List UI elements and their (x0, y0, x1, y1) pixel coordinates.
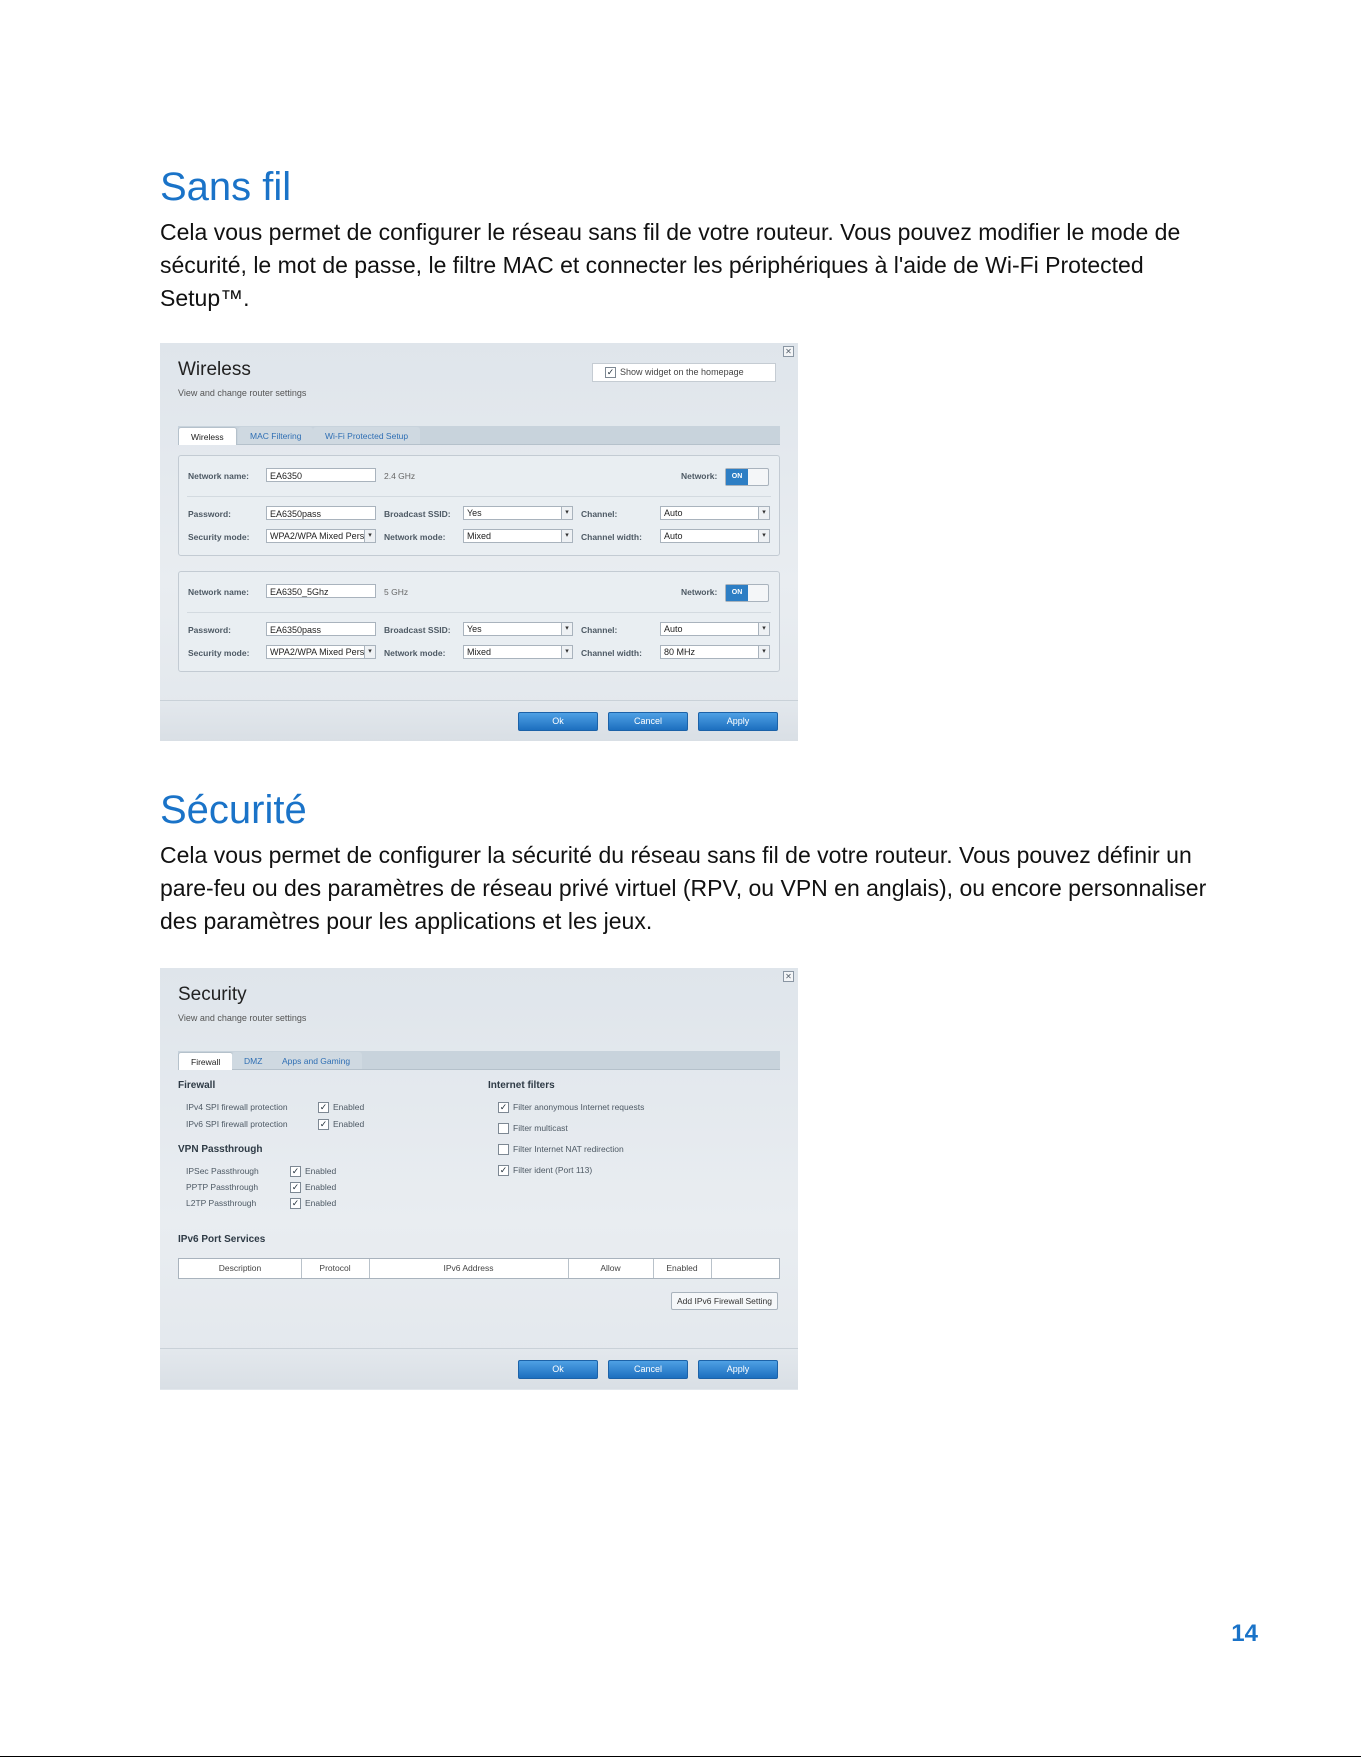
checkbox-checked-icon[interactable]: ✓ (319, 1119, 328, 1130)
channel-width-value: Auto (664, 531, 683, 541)
dropdown-arrow-icon: ▾ (758, 507, 769, 519)
paragraph-line: Cela vous permet de configurer la sécurité du réseau sans fil de votre routeur. Vous pouvez définir un (160, 842, 1192, 868)
band-label: 2.4 GHz (384, 471, 416, 481)
close-icon[interactable]: ✕ (783, 971, 794, 982)
vpn-option-label: PPTP Passthrough (186, 1182, 259, 1192)
checkbox-label: Filter multicast (513, 1123, 568, 1133)
vpn-passthrough-heading: VPN Passthrough (178, 1144, 263, 1155)
ok-button[interactable]: Ok (518, 712, 598, 731)
broadcast-ssid-label: Broadcast SSID: (384, 509, 451, 519)
column-header: Protocol (301, 1259, 370, 1278)
widget-title: Security (178, 984, 247, 1005)
network-label: Network: (681, 471, 718, 481)
dropdown-arrow-icon: ▾ (561, 646, 572, 658)
firewall-option-label: IPv4 SPI firewall protection (186, 1102, 288, 1112)
divider (187, 612, 771, 613)
paragraph-line: pare-feu ou des paramètres de réseau privé virtuel (RPV, ou VPN en anglais), ou encore personnaliser (160, 875, 1207, 901)
firewall-option-label: IPv6 SPI firewall protection (186, 1119, 288, 1129)
password-label: Password: (188, 509, 231, 519)
paragraph-line: sécurité, le mot de passe, le filtre MAC et connecter les périphériques à l'aide de Wi-Fi Protected (160, 252, 1144, 278)
checkbox-checked-icon[interactable]: ✓ (499, 1165, 508, 1176)
paragraph-line: Setup™. (160, 285, 250, 311)
network-mode-select[interactable] (463, 645, 573, 659)
network-mode-label: Network mode: (384, 648, 446, 658)
ipv6-port-services-table (178, 1258, 780, 1279)
channel-label: Channel: (581, 509, 618, 519)
security-settings-screenshot (160, 968, 798, 1390)
checkbox-checked-icon[interactable]: ✓ (291, 1166, 300, 1177)
security-mode-select[interactable] (266, 645, 376, 659)
dropdown-arrow-icon: ▾ (561, 530, 572, 542)
paragraph-line: Cela vous permet de configurer le réseau sans fil de votre routeur. Vous pouvez modifier le mode de (160, 219, 1181, 245)
network-mode-label: Network mode: (384, 532, 446, 542)
vpn-option-label: IPSec Passthrough (186, 1166, 259, 1176)
channel-width-label: Channel width: (581, 532, 642, 542)
network-name-label: Network name: (188, 587, 249, 597)
broadcast-ssid-value: Yes (467, 508, 482, 518)
password-input[interactable]: EA6350pass (266, 622, 376, 636)
checkbox-checked-icon[interactable]: ✓ (319, 1102, 328, 1113)
band-label: 5 GHz (384, 587, 409, 597)
security-mode-value: WPA2/WPA Mixed Pers (270, 531, 365, 541)
column-header: IPv6 Address (369, 1259, 569, 1278)
toggle-on-label: ON (726, 469, 748, 485)
toggle-on-label: ON (726, 585, 748, 601)
apply-button[interactable]: Apply (698, 1360, 778, 1379)
widget-footer (160, 700, 798, 741)
section-sans-fil-paragraph (160, 216, 1240, 315)
channel-width-select[interactable] (660, 529, 770, 543)
checkbox-label: Filter Internet NAT redirection (513, 1144, 624, 1154)
dropdown-arrow-icon: ▾ (758, 623, 769, 635)
checkbox-label: Filter anonymous Internet requests (513, 1102, 645, 1112)
wireless-settings-screenshot (160, 343, 798, 741)
tab-bar (178, 1051, 780, 1070)
column-header: Description (179, 1259, 302, 1278)
band-settings-group (178, 571, 780, 672)
network-mode-select[interactable] (463, 529, 573, 543)
ipv6-port-services-heading: IPv6 Port Services (178, 1234, 266, 1245)
dropdown-arrow-icon: ▾ (364, 646, 375, 658)
checkbox-checked-icon[interactable]: ✓ (499, 1102, 508, 1113)
vpn-option-checkbox[interactable] (290, 1198, 336, 1209)
widget-subtitle: View and change router settings (178, 1013, 307, 1023)
tab-firewall[interactable]: Firewall (178, 1052, 233, 1070)
column-header: Allow (568, 1259, 654, 1278)
show-widget-option[interactable] (592, 363, 776, 382)
checkbox-checked-icon[interactable]: ✓ (291, 1198, 300, 1209)
tab-wifi-protected-setup[interactable]: Wi-Fi Protected Setup (313, 427, 420, 444)
vpn-option-checkbox[interactable] (290, 1166, 336, 1177)
dropdown-arrow-icon: ▾ (561, 623, 572, 635)
channel-width-value: 80 MHz (664, 647, 696, 657)
internet-filter-checkbox[interactable] (498, 1123, 568, 1134)
internet-filter-checkbox[interactable] (498, 1165, 592, 1176)
internet-filter-checkbox[interactable] (498, 1144, 624, 1155)
close-icon[interactable]: ✕ (783, 346, 794, 357)
checkbox-label: Enabled (333, 1102, 365, 1112)
checkbox-label: Enabled (305, 1166, 337, 1176)
network-name-input[interactable]: EA6350_5Ghz (266, 584, 376, 598)
section-title-sans-fil: Sans fil (160, 165, 292, 209)
network-mode-value: Mixed (467, 531, 492, 541)
broadcast-ssid-select[interactable] (463, 622, 573, 636)
dropdown-arrow-icon: ▾ (364, 530, 375, 542)
checkbox-label: Enabled (333, 1119, 365, 1129)
divider (187, 496, 771, 497)
add-ipv6-firewall-setting-button[interactable]: Add IPv6 Firewall Setting (671, 1292, 778, 1310)
checkbox-checked-icon[interactable]: ✓ (291, 1182, 300, 1193)
column-header (711, 1259, 778, 1278)
vpn-option-label: L2TP Passthrough (186, 1198, 257, 1208)
dropdown-arrow-icon: ▾ (758, 530, 769, 542)
security-mode-label: Security mode: (188, 648, 250, 658)
ok-button[interactable]: Ok (518, 1360, 598, 1379)
section-title-securite: Sécurité (160, 788, 307, 832)
firewall-option-checkbox[interactable] (318, 1102, 364, 1113)
dropdown-arrow-icon: ▾ (758, 646, 769, 658)
tab-dmz[interactable]: DMZ (232, 1052, 274, 1069)
checkbox-unchecked-icon[interactable] (498, 1123, 509, 1134)
band-settings-group (178, 455, 780, 556)
broadcast-ssid-label: Broadcast SSID: (384, 625, 451, 635)
paragraph-line: des paramètres pour les applications et les jeux. (160, 908, 653, 934)
cancel-button[interactable]: Cancel (608, 1360, 688, 1379)
firewall-heading: Firewall (178, 1080, 216, 1091)
checkbox-checked-icon[interactable]: ✓ (606, 367, 615, 378)
channel-value: Auto (664, 508, 683, 518)
checkbox-label: Enabled (305, 1182, 337, 1192)
channel-value: Auto (664, 624, 683, 634)
widget-title: Wireless (178, 359, 251, 380)
internet-filter-checkbox[interactable] (498, 1102, 644, 1113)
apply-button[interactable]: Apply (698, 712, 778, 731)
network-mode-value: Mixed (467, 647, 492, 657)
column-header: Enabled (653, 1259, 712, 1278)
network-toggle[interactable] (725, 584, 769, 602)
network-name-input[interactable]: EA6350 (266, 468, 376, 482)
page-number: 14 (1231, 1620, 1258, 1647)
checkbox-label: Enabled (305, 1198, 337, 1208)
tab-bar (178, 426, 780, 445)
dropdown-arrow-icon: ▾ (561, 507, 572, 519)
broadcast-ssid-value: Yes (467, 624, 482, 634)
network-toggle[interactable] (725, 468, 769, 486)
vpn-option-checkbox[interactable] (290, 1182, 336, 1193)
checkbox-label: Filter ident (Port 113) (513, 1165, 593, 1175)
password-label: Password: (188, 625, 231, 635)
security-mode-select[interactable] (266, 529, 376, 543)
channel-label: Channel: (581, 625, 618, 635)
tab-apps-and-gaming[interactable]: Apps and Gaming (270, 1052, 362, 1069)
bottom-rule (0, 1756, 1361, 1757)
checkbox-unchecked-icon[interactable] (498, 1144, 509, 1155)
channel-width-label: Channel width: (581, 648, 642, 658)
security-mode-label: Security mode: (188, 532, 250, 542)
firewall-option-checkbox[interactable] (318, 1119, 364, 1130)
network-name-label: Network name: (188, 471, 249, 481)
channel-width-select[interactable] (660, 645, 770, 659)
broadcast-ssid-select[interactable] (463, 506, 573, 520)
internet-filters-heading: Internet filters (488, 1080, 555, 1091)
password-input[interactable]: EA6350pass (266, 506, 376, 520)
network-label: Network: (681, 587, 718, 597)
channel-select[interactable] (660, 622, 770, 636)
tab-mac-filtering[interactable]: MAC Filtering (238, 427, 313, 444)
show-widget-label: Show widget on the homepage (620, 367, 744, 377)
widget-footer (160, 1348, 798, 1389)
tab-wireless[interactable]: Wireless (178, 427, 237, 445)
security-mode-value: WPA2/WPA Mixed Pers (270, 647, 365, 657)
section-securite-paragraph (160, 839, 1240, 938)
cancel-button[interactable]: Cancel (608, 712, 688, 731)
widget-subtitle: View and change router settings (178, 388, 307, 398)
channel-select[interactable] (660, 506, 770, 520)
